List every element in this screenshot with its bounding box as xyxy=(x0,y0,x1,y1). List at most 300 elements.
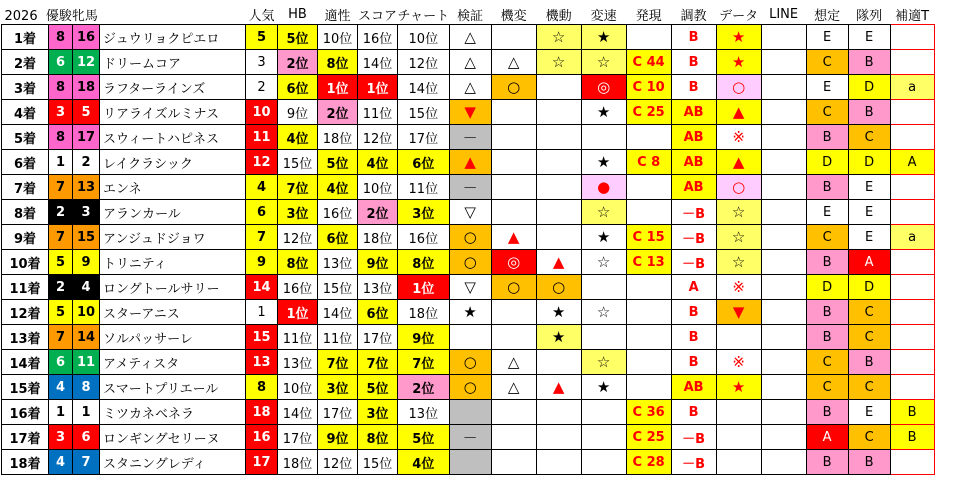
ninki-cell: 12 xyxy=(246,150,278,175)
hoteki-cell xyxy=(890,375,934,400)
line-cell xyxy=(761,25,806,50)
hb-cell: 13位 xyxy=(278,350,318,375)
hb-cell: 11位 xyxy=(278,325,318,350)
sotei-cell: D xyxy=(806,150,848,175)
gate-cell: 8 xyxy=(49,75,73,100)
rank-cell: 13着 xyxy=(2,325,49,350)
hatsugen-cell: C 25 xyxy=(626,425,671,450)
kensho-cell: ○ xyxy=(449,225,491,250)
col-header-hoteki: 補適T xyxy=(895,8,930,24)
hb-cell: 4位 xyxy=(278,125,318,150)
ninki-cell: 8 xyxy=(246,375,278,400)
score-cell: 8位 xyxy=(358,425,398,450)
race-result-table xyxy=(1,4,935,475)
kido-cell xyxy=(536,75,581,100)
table-row xyxy=(2,300,935,325)
score-cell: 15位 xyxy=(358,450,398,475)
table-row xyxy=(2,125,935,150)
chart-cell: 17位 xyxy=(398,125,450,150)
hensoku-cell xyxy=(581,125,626,150)
rank-cell: 6着 xyxy=(2,150,49,175)
sotei-cell: C xyxy=(806,375,848,400)
col-header-chart: チャート xyxy=(397,8,450,24)
data-cell: ★ xyxy=(716,375,761,400)
gate-cell: 2 xyxy=(49,200,73,225)
horse-name-cell: スタニングレディ xyxy=(100,450,246,475)
tairetsu-cell: D xyxy=(848,275,890,300)
data-cell: ※ xyxy=(716,125,761,150)
table-row xyxy=(2,325,935,350)
kido-cell xyxy=(536,125,581,150)
horse-number-cell: 12 xyxy=(73,50,100,75)
race-title: 優駿牝馬 xyxy=(45,8,98,24)
score-cell: 11位 xyxy=(358,100,398,125)
table-row xyxy=(2,400,935,425)
col-header-data: データ xyxy=(719,8,759,24)
chart-cell: 9位 xyxy=(398,325,450,350)
line-cell xyxy=(761,250,806,275)
horse-number-cell: 17 xyxy=(73,125,100,150)
rank-cell: 7着 xyxy=(2,175,49,200)
kensho-cell: ★ xyxy=(449,300,491,325)
kido-cell xyxy=(536,200,581,225)
horse-name-cell: スターアニス xyxy=(100,300,246,325)
horse-name-cell: スウィートハピネス xyxy=(100,125,246,150)
table-row xyxy=(2,350,935,375)
rank-cell: 18着 xyxy=(2,450,49,475)
kensho-cell: － xyxy=(449,175,491,200)
hatsugen-cell xyxy=(626,300,671,325)
gate-cell: 3 xyxy=(49,100,73,125)
table-row xyxy=(2,100,935,125)
kihen-cell: ○ xyxy=(491,75,536,100)
year-title: 2026 xyxy=(4,8,38,24)
hensoku-cell: ★ xyxy=(581,375,626,400)
hoteki-cell xyxy=(890,275,934,300)
score-cell: 17位 xyxy=(358,325,398,350)
hb-cell: 1位 xyxy=(278,300,318,325)
hoteki-cell xyxy=(890,450,934,475)
score-cell: 10位 xyxy=(358,175,398,200)
hoteki-cell: B xyxy=(890,400,934,425)
col-header-hb: HB xyxy=(288,6,307,22)
rank-cell: 11着 xyxy=(2,275,49,300)
table-row xyxy=(2,450,935,475)
col-header-kensho: 検証 xyxy=(457,8,484,24)
hb-cell: 18位 xyxy=(278,450,318,475)
kihen-cell xyxy=(491,25,536,50)
line-cell xyxy=(761,50,806,75)
hensoku-cell: ★ xyxy=(581,150,626,175)
chokyo-cell: －B xyxy=(671,450,716,475)
kido-cell xyxy=(536,425,581,450)
horse-number-cell: 18 xyxy=(73,75,100,100)
hb-cell: 8位 xyxy=(278,250,318,275)
sotei-cell: D xyxy=(806,275,848,300)
kensho-cell: ○ xyxy=(449,375,491,400)
horse-number-cell: 9 xyxy=(73,250,100,275)
chokyo-cell: AB xyxy=(671,375,716,400)
hatsugen-cell xyxy=(626,325,671,350)
col-header-chokyo: 調教 xyxy=(680,8,707,24)
sotei-cell: B xyxy=(806,125,848,150)
table-row xyxy=(2,75,935,100)
hensoku-cell: ★ xyxy=(581,225,626,250)
score-cell: 13位 xyxy=(358,275,398,300)
data-cell: ▲ xyxy=(716,150,761,175)
chart-cell: 8位 xyxy=(398,250,450,275)
sotei-cell: B xyxy=(806,400,848,425)
tekisei-cell: 1位 xyxy=(318,75,358,100)
line-cell xyxy=(761,400,806,425)
kido-cell: ☆ xyxy=(536,25,581,50)
rank-cell: 3着 xyxy=(2,75,49,100)
hensoku-cell: ☆ xyxy=(581,350,626,375)
kihen-cell: △ xyxy=(491,50,536,75)
hatsugen-cell: C 13 xyxy=(626,250,671,275)
line-cell xyxy=(761,375,806,400)
horse-number-cell: 16 xyxy=(73,25,100,50)
kido-cell xyxy=(536,150,581,175)
tekisei-cell: 2位 xyxy=(318,100,358,125)
horse-name-cell: アランカール xyxy=(100,200,246,225)
chokyo-cell: B xyxy=(671,300,716,325)
col-header-kihen: 機変 xyxy=(500,8,527,24)
hb-cell: 2位 xyxy=(278,50,318,75)
kihen-cell xyxy=(491,425,536,450)
horse-number-cell: 5 xyxy=(73,100,100,125)
col-header-tekisei: 適性 xyxy=(324,8,351,24)
gate-cell: 7 xyxy=(49,175,73,200)
horse-number-cell: 14 xyxy=(73,325,100,350)
horse-number-cell: 11 xyxy=(73,350,100,375)
col-header-hatsugen: 発現 xyxy=(635,8,662,24)
hb-cell: 3位 xyxy=(278,200,318,225)
hatsugen-cell: C 8 xyxy=(626,150,671,175)
col-header-hensoku: 変速 xyxy=(590,8,617,24)
rank-cell: 14着 xyxy=(2,350,49,375)
kensho-cell: ▲ xyxy=(449,150,491,175)
col-header-line: LINE xyxy=(769,6,799,22)
kensho-cell xyxy=(449,450,491,475)
table-row xyxy=(2,200,935,225)
score-cell: 2位 xyxy=(358,200,398,225)
score-cell: 14位 xyxy=(358,50,398,75)
tekisei-cell: 14位 xyxy=(318,300,358,325)
chokyo-cell: －B xyxy=(671,225,716,250)
hensoku-cell: ◎ xyxy=(581,75,626,100)
tairetsu-cell: B xyxy=(848,450,890,475)
hatsugen-cell xyxy=(626,200,671,225)
chart-cell: 4位 xyxy=(398,450,450,475)
hb-cell: 9位 xyxy=(278,100,318,125)
hatsugen-cell: C 28 xyxy=(626,450,671,475)
kihen-cell xyxy=(491,400,536,425)
score-cell: 7位 xyxy=(358,350,398,375)
col-header-score: スコア xyxy=(357,8,397,24)
hoteki-cell: B xyxy=(890,425,934,450)
hb-cell: 10位 xyxy=(278,375,318,400)
tekisei-cell: 18位 xyxy=(318,125,358,150)
horse-name-cell: エンネ xyxy=(100,175,246,200)
horse-number-cell: 13 xyxy=(73,175,100,200)
hatsugen-cell xyxy=(626,25,671,50)
hatsugen-cell xyxy=(626,175,671,200)
hoteki-cell xyxy=(890,325,934,350)
gate-cell: 5 xyxy=(49,300,73,325)
rank-cell: 10着 xyxy=(2,250,49,275)
chart-cell: 18位 xyxy=(398,300,450,325)
tekisei-cell: 10位 xyxy=(318,25,358,50)
kido-cell: ▲ xyxy=(536,375,581,400)
hoteki-cell xyxy=(890,350,934,375)
table-row xyxy=(2,275,935,300)
hb-cell: 16位 xyxy=(278,275,318,300)
line-cell xyxy=(761,175,806,200)
line-cell xyxy=(761,100,806,125)
tairetsu-cell: D xyxy=(848,150,890,175)
kihen-cell: ◎ xyxy=(491,250,536,275)
horse-name-cell: ミツカネベネラ xyxy=(100,400,246,425)
horse-name-cell: レイクラシック xyxy=(100,150,246,175)
sotei-cell: B xyxy=(806,250,848,275)
kensho-cell: △ xyxy=(449,25,491,50)
chokyo-cell: －B xyxy=(671,425,716,450)
horse-name-cell: スマートプリエール xyxy=(100,375,246,400)
kensho-cell: － xyxy=(449,125,491,150)
tekisei-cell: 9位 xyxy=(318,425,358,450)
sotei-cell: E xyxy=(806,200,848,225)
col-header-ninki: 人気 xyxy=(248,8,275,24)
tairetsu-cell: B xyxy=(848,50,890,75)
score-cell: 9位 xyxy=(358,250,398,275)
sotei-cell: A xyxy=(806,425,848,450)
tairetsu-cell: E xyxy=(848,400,890,425)
tairetsu-cell: E xyxy=(848,200,890,225)
sotei-cell: C xyxy=(806,350,848,375)
kensho-cell xyxy=(449,400,491,425)
kihen-cell: △ xyxy=(491,350,536,375)
table-row xyxy=(2,150,935,175)
kihen-cell xyxy=(491,100,536,125)
table-row xyxy=(2,425,935,450)
gate-cell: 3 xyxy=(49,425,73,450)
tairetsu-cell: C xyxy=(848,375,890,400)
kensho-cell: ▽ xyxy=(449,275,491,300)
data-cell xyxy=(716,425,761,450)
ninki-cell: 16 xyxy=(246,425,278,450)
header-row xyxy=(2,4,935,25)
tekisei-cell: 17位 xyxy=(318,400,358,425)
line-cell xyxy=(761,125,806,150)
chart-cell: 2位 xyxy=(398,375,450,400)
ninki-cell: 5 xyxy=(246,25,278,50)
data-cell: ○ xyxy=(716,175,761,200)
kensho-cell: △ xyxy=(449,75,491,100)
horse-number-cell: 15 xyxy=(73,225,100,250)
line-cell xyxy=(761,200,806,225)
line-cell xyxy=(761,450,806,475)
kensho-cell: △ xyxy=(449,50,491,75)
kihen-cell xyxy=(491,200,536,225)
hoteki-cell xyxy=(890,175,934,200)
data-cell xyxy=(716,450,761,475)
table-row xyxy=(2,225,935,250)
chokyo-cell: B xyxy=(671,350,716,375)
horse-number-cell: 6 xyxy=(73,425,100,450)
tekisei-cell: 16位 xyxy=(318,200,358,225)
horse-name-cell: ソルパッサーレ xyxy=(100,325,246,350)
data-cell xyxy=(716,400,761,425)
horse-name-cell: ドリームコア xyxy=(100,50,246,75)
rank-cell: 17着 xyxy=(2,425,49,450)
horse-name-cell: ロングトールサリー xyxy=(100,275,246,300)
chokyo-cell: B xyxy=(671,50,716,75)
ninki-cell: 7 xyxy=(246,225,278,250)
hatsugen-cell: C 36 xyxy=(626,400,671,425)
ninki-cell: 14 xyxy=(246,275,278,300)
horse-name-cell: ジュウリョクピエロ xyxy=(100,25,246,50)
gate-cell: 7 xyxy=(49,225,73,250)
sotei-cell: E xyxy=(806,25,848,50)
chokyo-cell: B xyxy=(671,75,716,100)
chokyo-cell: A xyxy=(671,275,716,300)
hb-cell: 5位 xyxy=(278,25,318,50)
sotei-cell: B xyxy=(806,325,848,350)
kihen-cell xyxy=(491,150,536,175)
tekisei-cell: 7位 xyxy=(318,350,358,375)
line-cell xyxy=(761,350,806,375)
data-cell: ☆ xyxy=(716,250,761,275)
score-cell: 1位 xyxy=(358,75,398,100)
hensoku-cell: ☆ xyxy=(581,200,626,225)
rank-cell: 2着 xyxy=(2,50,49,75)
score-cell: 5位 xyxy=(358,375,398,400)
score-cell: 3位 xyxy=(358,400,398,425)
hensoku-cell xyxy=(581,325,626,350)
table-row xyxy=(2,50,935,75)
tairetsu-cell: B xyxy=(848,350,890,375)
horse-number-cell: 3 xyxy=(73,200,100,225)
kido-cell: ○ xyxy=(536,275,581,300)
horse-name-cell: ロンギングセリーヌ xyxy=(100,425,246,450)
table-row xyxy=(2,25,935,50)
rank-cell: 4着 xyxy=(2,100,49,125)
gate-cell: 2 xyxy=(49,275,73,300)
score-cell: 16位 xyxy=(358,25,398,50)
chart-cell: 11位 xyxy=(398,175,450,200)
data-cell: ★ xyxy=(716,25,761,50)
kihen-cell xyxy=(491,300,536,325)
rank-cell: 9着 xyxy=(2,225,49,250)
hb-cell: 7位 xyxy=(278,175,318,200)
chokyo-cell: AB xyxy=(671,100,716,125)
ninki-cell: 17 xyxy=(246,450,278,475)
kido-cell xyxy=(536,400,581,425)
ninki-cell: 10 xyxy=(246,100,278,125)
gate-cell: 1 xyxy=(49,150,73,175)
tekisei-cell: 11位 xyxy=(318,325,358,350)
line-cell xyxy=(761,275,806,300)
ninki-cell: 9 xyxy=(246,250,278,275)
table-row xyxy=(2,175,935,200)
hoteki-cell: A xyxy=(890,150,934,175)
gate-cell: 8 xyxy=(49,25,73,50)
kihen-cell xyxy=(491,325,536,350)
hatsugen-cell xyxy=(626,125,671,150)
data-cell: ☆ xyxy=(716,200,761,225)
chokyo-cell: AB xyxy=(671,125,716,150)
horse-name-cell: アンジュドジョワ xyxy=(100,225,246,250)
table-row xyxy=(2,250,935,275)
hatsugen-cell xyxy=(626,275,671,300)
horse-number-cell: 4 xyxy=(73,275,100,300)
hatsugen-cell xyxy=(626,350,671,375)
kensho-cell: ○ xyxy=(449,350,491,375)
ninki-cell: 2 xyxy=(246,75,278,100)
rank-cell: 16着 xyxy=(2,400,49,425)
rank-cell: 1着 xyxy=(2,25,49,50)
kensho-cell: ▽ xyxy=(449,200,491,225)
horse-name-cell: リアライズルミナス xyxy=(100,100,246,125)
hatsugen-cell: C 10 xyxy=(626,75,671,100)
gate-cell: 1 xyxy=(49,400,73,425)
tairetsu-cell: C xyxy=(848,125,890,150)
rank-cell: 5着 xyxy=(2,125,49,150)
data-cell xyxy=(716,325,761,350)
data-cell: ○ xyxy=(716,75,761,100)
sotei-cell: B xyxy=(806,300,848,325)
ninki-cell: 15 xyxy=(246,325,278,350)
data-cell: ☆ xyxy=(716,225,761,250)
hoteki-cell xyxy=(890,50,934,75)
hatsugen-cell xyxy=(626,375,671,400)
hatsugen-cell: C 44 xyxy=(626,50,671,75)
hensoku-cell: ★ xyxy=(581,25,626,50)
hb-cell: 14位 xyxy=(278,400,318,425)
line-cell xyxy=(761,75,806,100)
horse-name-cell: アメティスタ xyxy=(100,350,246,375)
ninki-cell: 18 xyxy=(246,400,278,425)
ninki-cell: 3 xyxy=(246,50,278,75)
tekisei-cell: 3位 xyxy=(318,375,358,400)
chart-cell: 5位 xyxy=(398,425,450,450)
chokyo-cell: －B xyxy=(671,250,716,275)
hensoku-cell: ☆ xyxy=(581,50,626,75)
hensoku-cell xyxy=(581,275,626,300)
tairetsu-cell: B xyxy=(848,100,890,125)
sotei-cell: E xyxy=(806,75,848,100)
kihen-cell xyxy=(491,450,536,475)
gate-cell: 7 xyxy=(49,325,73,350)
tairetsu-cell: E xyxy=(848,25,890,50)
tairetsu-cell: C xyxy=(848,425,890,450)
line-cell xyxy=(761,225,806,250)
chart-cell: 10位 xyxy=(398,25,450,50)
data-cell: ▲ xyxy=(716,100,761,125)
hb-cell: 6位 xyxy=(278,75,318,100)
gate-cell: 6 xyxy=(49,350,73,375)
kido-cell xyxy=(536,100,581,125)
tairetsu-cell: E xyxy=(848,175,890,200)
kihen-cell: ▲ xyxy=(491,225,536,250)
kido-cell xyxy=(536,175,581,200)
sotei-cell: C xyxy=(806,225,848,250)
hensoku-cell xyxy=(581,400,626,425)
tekisei-cell: 13位 xyxy=(318,250,358,275)
score-cell: 4位 xyxy=(358,150,398,175)
sotei-cell: C xyxy=(806,50,848,75)
